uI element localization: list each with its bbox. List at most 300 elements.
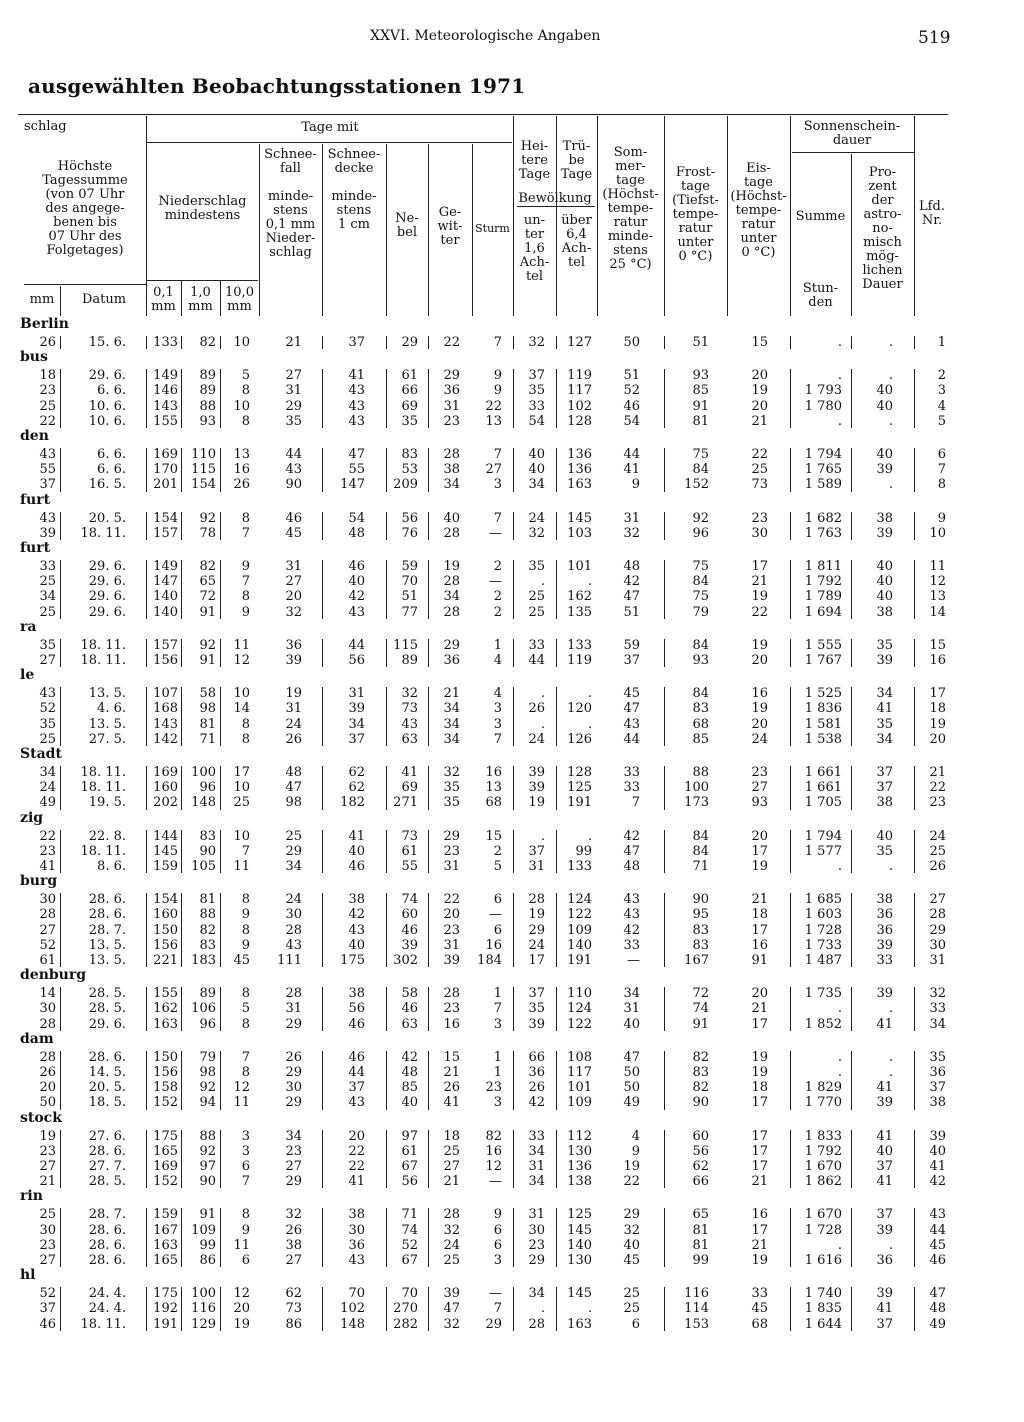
- table-cell: 10. 6.: [88, 398, 126, 414]
- column-separator: [556, 639, 557, 667]
- table-cell: 183: [191, 953, 216, 968]
- table-cell: 169: [153, 447, 178, 462]
- table-cell: 158: [153, 1080, 178, 1096]
- column-separator: [60, 639, 61, 667]
- table-cell: 32: [623, 525, 640, 541]
- table-cell: 175: [153, 1286, 178, 1302]
- table-cell: .: [540, 1301, 545, 1317]
- column-separator: [181, 766, 182, 810]
- table-cell: 17: [929, 686, 946, 702]
- table-cell: 3: [241, 1143, 250, 1159]
- table-cell: 33: [876, 953, 893, 968]
- table-cell: 18: [443, 1128, 460, 1144]
- table-cell: 8: [241, 986, 250, 1002]
- table-top-rule: [18, 114, 948, 115]
- table-cell: 72: [199, 589, 216, 605]
- table-cell: 11: [233, 637, 250, 653]
- station-group-label: burg: [20, 873, 58, 890]
- table-cell: 4. 6.: [97, 701, 126, 717]
- table-cell: 1 792: [804, 1143, 842, 1159]
- table-cell: 32: [285, 604, 302, 620]
- table-cell: 144: [153, 828, 178, 844]
- column-separator: [513, 560, 514, 619]
- table-cell: 6: [493, 922, 502, 938]
- table-cell: 52: [401, 1237, 418, 1253]
- column-separator: [60, 1208, 61, 1267]
- table-cell: 16: [485, 937, 502, 953]
- table-cell: 1 685: [804, 892, 842, 908]
- table-cell: 40: [876, 383, 893, 399]
- column-separator: [914, 987, 915, 1031]
- table-cell: 83: [199, 828, 216, 844]
- page-number: 519: [918, 28, 951, 48]
- table-cell: 119: [567, 653, 592, 668]
- table-cell: 84: [692, 462, 709, 478]
- table-cell: 1 836: [804, 701, 842, 717]
- table-cell: 21: [751, 1174, 768, 1190]
- column-separator: [60, 448, 61, 492]
- table-cell: 19: [751, 1065, 768, 1080]
- table-cell: 98: [199, 701, 216, 717]
- column-separator: [60, 1287, 61, 1331]
- table-cell: 302: [393, 953, 418, 968]
- table-cell: 29: [401, 335, 418, 350]
- table-cell: 94: [199, 1095, 216, 1111]
- table-cell: 28. 5.: [88, 986, 126, 1002]
- table-cell: 83: [692, 1065, 709, 1080]
- table-cell: 40: [876, 1143, 893, 1159]
- table-cell: 143: [153, 398, 178, 414]
- table-cell: 37: [876, 1316, 893, 1332]
- column-separator: [322, 893, 323, 967]
- table-cell: 102: [567, 398, 592, 414]
- table-cell: 4: [493, 653, 502, 668]
- table-cell: 29: [623, 1207, 640, 1223]
- table-cell: 23: [443, 843, 460, 859]
- table-cell: 63: [401, 731, 418, 747]
- table-cell: 160: [153, 907, 178, 923]
- table-cell: 45: [233, 953, 250, 968]
- table-cell: 13. 5.: [88, 937, 126, 953]
- table-cell: 52: [39, 1286, 56, 1302]
- column-separator: [428, 512, 429, 540]
- table-cell: 124: [567, 1001, 592, 1017]
- table-cell: 10: [233, 686, 250, 702]
- column-separator: [386, 987, 387, 1031]
- table-cell: 1 728: [804, 1222, 842, 1238]
- table-cell: 28: [528, 892, 545, 908]
- table-cell: 13: [233, 447, 250, 462]
- table-cell: .: [587, 574, 592, 590]
- table-cell: 24: [929, 828, 946, 844]
- table-cell: 78: [199, 525, 216, 541]
- table-cell: 39: [876, 462, 893, 478]
- column-separator: [386, 1051, 387, 1110]
- column-separator: [220, 1208, 221, 1267]
- table-cell: 97: [199, 1159, 216, 1174]
- table-cell: 22: [39, 413, 56, 429]
- station-group-label: denburg: [20, 967, 87, 984]
- table-cell: 33: [751, 1286, 768, 1302]
- table-cell: 128: [567, 413, 592, 429]
- table-cell: 116: [684, 1286, 709, 1302]
- column-separator: [220, 830, 221, 874]
- table-cell: 18. 11.: [80, 843, 126, 859]
- header-ueber: über 6,4 Ach- tel: [561, 213, 592, 270]
- column-separator: [914, 1130, 915, 1189]
- table-cell: 32: [929, 986, 946, 1002]
- table-cell: 3: [493, 1253, 502, 1268]
- table-cell: 169: [153, 1159, 178, 1174]
- table-cell: 46: [348, 1016, 365, 1032]
- header-n10: 1,0 mm: [188, 285, 213, 314]
- table-cell: 105: [191, 859, 216, 874]
- table-cell: 103: [567, 525, 592, 541]
- table-cell: 10: [233, 398, 250, 414]
- table-cell: 7: [241, 1174, 250, 1190]
- table-cell: 112: [567, 1128, 592, 1144]
- table-cell: 122: [567, 1016, 592, 1032]
- table-cell: 20: [443, 907, 460, 923]
- table-cell: 68: [751, 1316, 768, 1332]
- table-cell: 20: [285, 589, 302, 605]
- table-cell: 26: [929, 859, 946, 874]
- column-separator: [790, 336, 791, 349]
- table-cell: 21: [39, 1174, 56, 1190]
- table-cell: 184: [477, 953, 502, 968]
- column-separator: [914, 830, 915, 874]
- table-cell: 20: [348, 1128, 365, 1144]
- table-cell: 26: [39, 1065, 56, 1080]
- table-cell: 108: [567, 1049, 592, 1065]
- table-cell: 69: [401, 398, 418, 414]
- table-cell: 34: [348, 716, 365, 732]
- table-cell: 25: [39, 398, 56, 414]
- column-separator: [181, 1130, 182, 1189]
- table-cell: 42: [623, 922, 640, 938]
- table-cell: 33: [623, 780, 640, 796]
- table-cell: 23: [285, 1143, 302, 1159]
- table-cell: 20: [39, 1080, 56, 1096]
- table-cell: 62: [348, 780, 365, 796]
- table-cell: 125: [567, 1207, 592, 1223]
- table-cell: 37: [929, 1080, 946, 1096]
- column-separator: [386, 830, 387, 874]
- table-cell: 73: [401, 828, 418, 844]
- table-cell: 66: [401, 383, 418, 399]
- table-cell: 6. 6.: [97, 462, 126, 478]
- table-cell: 46: [285, 510, 302, 526]
- column-separator: [914, 512, 915, 540]
- table-cell: 1 733: [804, 937, 842, 953]
- table-cell: 60: [401, 907, 418, 923]
- table-cell: 7: [241, 843, 250, 859]
- table-cell: 48: [348, 525, 365, 541]
- table-cell: 28: [929, 907, 946, 923]
- table-cell: 51: [692, 335, 709, 350]
- table-cell: 34: [443, 701, 460, 717]
- table-cell: 209: [393, 477, 418, 493]
- column-separator: [790, 987, 791, 1031]
- table-cell: 43: [348, 1095, 365, 1111]
- column-separator: [181, 560, 182, 619]
- table-cell: 8: [241, 1065, 250, 1080]
- table-cell: 50: [623, 1080, 640, 1096]
- column-separator: [851, 1130, 852, 1189]
- column-separator: [428, 1208, 429, 1267]
- table-cell: 43: [623, 907, 640, 923]
- table-cell: 107: [153, 686, 178, 702]
- column-separator: [428, 336, 429, 349]
- column-separator: [556, 830, 557, 874]
- table-cell: 31: [929, 953, 946, 968]
- column-separator: [146, 766, 147, 810]
- table-cell: 66: [692, 1174, 709, 1190]
- table-cell: 21: [751, 1237, 768, 1253]
- table-cell: 30: [39, 892, 56, 908]
- table-cell: 83: [692, 937, 709, 953]
- column-separator: [386, 448, 387, 492]
- column-separator: [914, 369, 915, 428]
- table-cell: 25: [528, 589, 545, 605]
- table-cell: 221: [153, 953, 178, 968]
- table-cell: 77: [401, 604, 418, 620]
- table-cell: 23: [39, 1143, 56, 1159]
- table-cell: 39: [348, 701, 365, 717]
- table-cell: 163: [567, 477, 592, 493]
- table-cell: 271: [393, 795, 418, 811]
- table-cell: 156: [153, 937, 178, 953]
- table-cell: 19: [751, 859, 768, 874]
- column-separator: [914, 336, 915, 349]
- table-cell: 147: [153, 574, 178, 590]
- column-separator: [851, 893, 852, 967]
- table-cell: 27: [39, 1253, 56, 1268]
- table-cell: 8: [241, 510, 250, 526]
- table-cell: 1 670: [804, 1207, 842, 1223]
- table-cell: 4: [493, 686, 502, 702]
- table-cell: 69: [401, 780, 418, 796]
- header-tage-mit: Tage mit: [301, 120, 359, 135]
- column-separator: [851, 1051, 852, 1110]
- table-cell: .: [587, 1301, 592, 1317]
- table-cell: 20: [751, 398, 768, 414]
- table-cell: 1 525: [804, 686, 842, 702]
- table-cell: 43: [285, 937, 302, 953]
- table-cell: 27. 6.: [88, 1128, 126, 1144]
- table-cell: 41: [401, 765, 418, 780]
- column-separator: [664, 336, 665, 349]
- table-cell: 126: [567, 731, 592, 747]
- table-cell: 16: [485, 1143, 502, 1159]
- table-cell: 28: [39, 907, 56, 923]
- table-cell: 91: [199, 653, 216, 668]
- table-cell: 15: [929, 637, 946, 653]
- table-cell: 21: [443, 1174, 460, 1190]
- table-cell: 7: [241, 1049, 250, 1065]
- table-cell: 82: [485, 1128, 502, 1144]
- table-cell: 34: [528, 1143, 545, 1159]
- column-separator: [851, 830, 852, 874]
- table-cell: 11: [233, 1095, 250, 1111]
- table-cell: 18: [39, 368, 56, 384]
- header-schneedecke: Schnee- decke minde- stens 1 cm: [327, 147, 381, 232]
- table-cell: 33: [929, 1001, 946, 1017]
- table-cell: 37: [528, 368, 545, 384]
- column-separator: [556, 560, 557, 619]
- table-cell: 23: [751, 765, 768, 780]
- table-cell: 1 661: [804, 765, 842, 780]
- table-cell: 40: [348, 937, 365, 953]
- table-cell: 1 765: [804, 462, 842, 478]
- table-cell: 35: [876, 637, 893, 653]
- table-cell: 133: [153, 335, 178, 350]
- table-cell: 45: [929, 1237, 946, 1253]
- table-cell: 22. 8.: [88, 828, 126, 844]
- column-separator: [146, 560, 147, 619]
- table-cell: 39: [528, 765, 545, 780]
- table-cell: 48: [929, 1301, 946, 1317]
- table-cell: 36: [285, 637, 302, 653]
- table-cell: 84: [692, 574, 709, 590]
- table-cell: 8: [241, 922, 250, 938]
- column-separator: [790, 1287, 791, 1331]
- column-separator: [664, 448, 665, 492]
- table-cell: 155: [153, 413, 178, 429]
- table-cell: 136: [567, 1159, 592, 1174]
- table-cell: 45: [623, 686, 640, 702]
- table-cell: 35: [443, 795, 460, 811]
- table-cell: 162: [567, 589, 592, 605]
- table-cell: 28: [443, 1207, 460, 1223]
- table-cell: 8: [241, 383, 250, 399]
- table-cell: 5: [493, 859, 502, 874]
- column-separator: [513, 1130, 514, 1189]
- column-separator: [181, 448, 182, 492]
- table-cell: 12: [233, 653, 250, 668]
- header-truebe: Trü- be Tage: [560, 139, 593, 182]
- table-cell: 25: [285, 828, 302, 844]
- table-cell: 22: [443, 892, 460, 908]
- table-cell: 92: [199, 1143, 216, 1159]
- table-cell: 23: [443, 1001, 460, 1017]
- column-separator: [220, 560, 221, 619]
- table-cell: 28: [285, 986, 302, 1002]
- column-separator: [790, 1208, 791, 1267]
- table-cell: 16. 5.: [88, 477, 126, 493]
- table-cell: 1 835: [804, 1301, 842, 1317]
- niederschlag-sub-rule: [146, 280, 258, 281]
- table-cell: 11: [233, 1237, 250, 1253]
- table-cell: 48: [623, 859, 640, 874]
- table-cell: 1 577: [804, 843, 842, 859]
- column-separator: [386, 766, 387, 810]
- table-cell: 18: [751, 907, 768, 923]
- table-cell: 24: [285, 716, 302, 732]
- table-cell: 98: [285, 795, 302, 811]
- column-separator: [181, 1051, 182, 1110]
- table-cell: 41: [876, 1080, 893, 1096]
- table-cell: 13. 5.: [88, 953, 126, 968]
- header-hoechste: Höchste Tagessumme (von 07 Uhr des angege- benen bis 07 Uhr des Folgetages): [42, 159, 128, 258]
- table-cell: 25: [751, 462, 768, 478]
- table-cell: 25: [623, 1301, 640, 1317]
- table-cell: 30: [929, 937, 946, 953]
- table-cell: 31: [443, 937, 460, 953]
- table-cell: 28: [443, 447, 460, 462]
- table-cell: —: [489, 1174, 502, 1190]
- table-cell: 152: [153, 1174, 178, 1190]
- table-cell: 2: [493, 843, 502, 859]
- table-cell: .: [837, 1065, 842, 1080]
- table-cell: 165: [153, 1253, 178, 1268]
- table-cell: 90: [692, 892, 709, 908]
- column-separator: [322, 766, 323, 810]
- table-cell: 46: [929, 1253, 946, 1268]
- table-cell: 8: [937, 477, 946, 493]
- column-separator: [322, 830, 323, 874]
- table-cell: 13. 5.: [88, 716, 126, 732]
- table-cell: 3: [493, 701, 502, 717]
- table-cell: 62: [285, 1286, 302, 1302]
- table-cell: 15: [443, 1049, 460, 1065]
- column-separator: [914, 1051, 915, 1110]
- table-cell: 48: [401, 1065, 418, 1080]
- table-cell: .: [540, 686, 545, 702]
- table-cell: 44: [623, 447, 640, 462]
- table-cell: 91: [751, 953, 768, 968]
- column-separator: [322, 336, 323, 349]
- table-cell: 28. 5.: [88, 1001, 126, 1017]
- table-cell: 27: [751, 780, 768, 796]
- table-cell: 58: [401, 986, 418, 1002]
- table-cell: .: [837, 1001, 842, 1017]
- table-cell: 3: [241, 1128, 250, 1144]
- column-separator: [60, 830, 61, 874]
- table-cell: —: [489, 574, 502, 590]
- column-separator: [60, 560, 61, 619]
- table-cell: 40: [876, 828, 893, 844]
- column-separator: [914, 560, 915, 619]
- table-cell: 18. 5.: [88, 1095, 126, 1111]
- table-cell: 32: [623, 1222, 640, 1238]
- table-cell: 109: [191, 1222, 216, 1238]
- table-cell: 42: [528, 1095, 545, 1111]
- table-cell: 19: [528, 907, 545, 923]
- table-cell: 20. 5.: [88, 1080, 126, 1096]
- table-cell: 16: [751, 1207, 768, 1223]
- table-cell: 33: [623, 937, 640, 953]
- table-cell: 32: [443, 1316, 460, 1332]
- table-cell: 84: [692, 828, 709, 844]
- table-cell: 2: [493, 589, 502, 605]
- column-separator: [556, 987, 557, 1031]
- table-cell: 38: [348, 892, 365, 908]
- table-cell: 282: [393, 1316, 418, 1332]
- table-cell: 32: [443, 765, 460, 780]
- table-cell: 51: [623, 368, 640, 384]
- table-cell: 43: [401, 716, 418, 732]
- table-cell: 41: [876, 1128, 893, 1144]
- table-cell: 23: [929, 795, 946, 811]
- table-cell: 125: [567, 780, 592, 796]
- column-separator: [664, 1130, 665, 1189]
- column-separator: [220, 336, 221, 349]
- table-cell: 37: [39, 477, 56, 493]
- column-separator: [664, 512, 665, 540]
- table-cell: 98: [199, 1065, 216, 1080]
- column-separator: [220, 448, 221, 492]
